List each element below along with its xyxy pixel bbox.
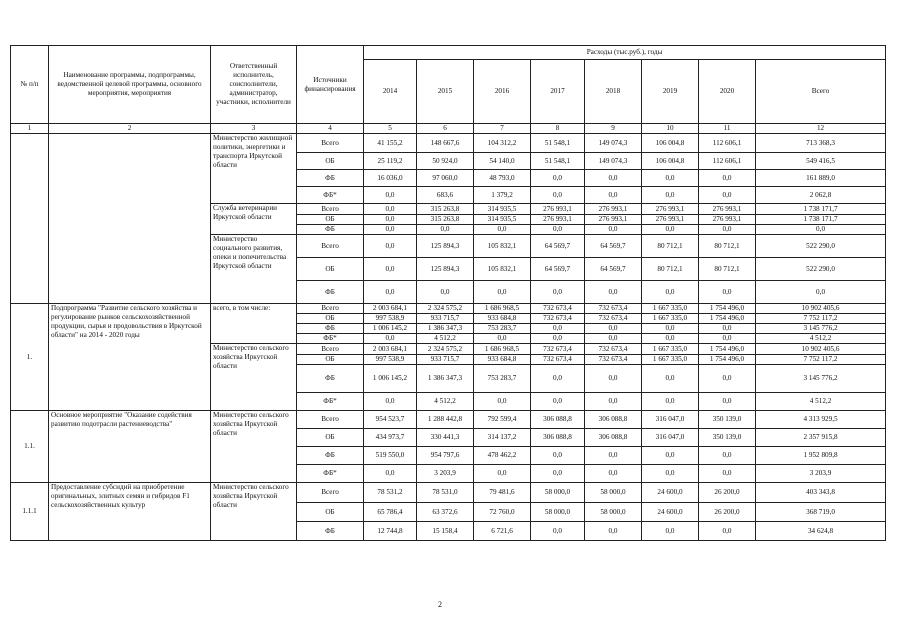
amount-cell: 732 673,4 (531, 304, 585, 314)
header-year: 2019 (642, 60, 699, 124)
amount-cell: 0,0 (364, 215, 417, 225)
amount-cell: 316 047,0 (642, 411, 699, 429)
responsible-executor: Министерство жилищной политики, энергетики и транспорта Иркутской области (211, 134, 297, 204)
amount-cell: 1 667 335,0 (642, 355, 699, 365)
amount-cell: 276 993,1 (642, 204, 699, 215)
amount-cell: 1 006 145,2 (364, 365, 417, 393)
column-number: 5 (364, 124, 417, 134)
amount-cell: 1 667 335,0 (642, 304, 699, 314)
amount-cell: 732 673,4 (531, 314, 585, 324)
table-row (11, 483, 886, 503)
header-year: 2016 (474, 60, 531, 124)
amount-cell: 434 973,7 (364, 429, 417, 447)
amount-cell: 478 462,2 (474, 447, 531, 465)
amount-cell: 26 200,0 (699, 503, 756, 522)
column-number: 8 (531, 124, 585, 134)
funding-source: Всего (297, 344, 364, 355)
amount-cell: 15 158,4 (417, 522, 474, 541)
funding-source: ОБ (297, 503, 364, 522)
column-number: 12 (756, 124, 886, 134)
amount-cell: 1 754 496,0 (699, 304, 756, 314)
budget-table (10, 45, 886, 541)
responsible-executor: Министерство сельского хозяйства Иркутской области (211, 411, 297, 483)
total-cell: 4 512,2 (756, 393, 886, 411)
amount-cell: 0,0 (364, 258, 417, 281)
total-cell: 368 719,0 (756, 503, 886, 522)
column-number: 3 (211, 124, 297, 134)
amount-cell: 78 531,0 (417, 483, 474, 503)
amount-cell: 6 721,6 (474, 522, 531, 541)
amount-cell: 1 686 968,5 (474, 344, 531, 355)
amount-cell: 0,0 (699, 522, 756, 541)
amount-cell: 0,0 (474, 334, 531, 344)
amount-cell: 106 004,8 (642, 134, 699, 153)
row-number (11, 134, 49, 304)
amount-cell: 24 600,0 (642, 503, 699, 522)
funding-source: ФБ* (297, 393, 364, 411)
amount-cell: 0,0 (642, 324, 699, 334)
amount-cell: 79 481,6 (474, 483, 531, 503)
funding-source: ФБ* (297, 187, 364, 204)
amount-cell: 50 924,0 (417, 153, 474, 170)
amount-cell: 0,0 (364, 225, 417, 235)
total-cell: 4 313 929,5 (756, 411, 886, 429)
amount-cell: 0,0 (699, 365, 756, 393)
amount-cell: 933 715,7 (417, 355, 474, 365)
amount-cell: 0,0 (364, 334, 417, 344)
amount-cell: 2 003 684,1 (364, 344, 417, 355)
funding-source: Всего (297, 204, 364, 215)
amount-cell: 0,0 (585, 447, 642, 465)
amount-cell: 0,0 (531, 187, 585, 204)
amount-cell: 41 155,2 (364, 134, 417, 153)
amount-cell: 0,0 (699, 334, 756, 344)
column-number: 11 (699, 124, 756, 134)
amount-cell: 48 793,0 (474, 170, 531, 187)
amount-cell: 106 004,8 (642, 153, 699, 170)
amount-cell: 0,0 (642, 187, 699, 204)
page-number: 2 (438, 600, 442, 609)
amount-cell: 125 894,3 (417, 258, 474, 281)
amount-cell: 276 993,1 (531, 215, 585, 225)
amount-cell: 1 006 145,2 (364, 324, 417, 334)
program-name: Предоставление субсидий на приобретение оригинальных, элитных семян и гибридов F1 сельскохозяйственных культур (49, 483, 211, 541)
amount-cell: 0,0 (585, 393, 642, 411)
total-cell: 10 902 405,6 (756, 304, 886, 314)
amount-cell: 0,0 (699, 187, 756, 204)
amount-cell: 276 993,1 (642, 215, 699, 225)
amount-cell: 0,0 (642, 365, 699, 393)
funding-source: ОБ (297, 314, 364, 324)
amount-cell: 0,0 (699, 281, 756, 304)
funding-source: ФБ (297, 324, 364, 334)
amount-cell: 0,0 (417, 281, 474, 304)
header-num: № п/п (11, 46, 49, 124)
amount-cell: 58 000,0 (531, 503, 585, 522)
funding-source: ФБ (297, 170, 364, 187)
amount-cell: 125 894,3 (417, 235, 474, 258)
amount-cell: 0,0 (585, 465, 642, 483)
amount-cell: 1 754 496,0 (699, 314, 756, 324)
amount-cell: 0,0 (699, 225, 756, 235)
amount-cell: 276 993,1 (699, 215, 756, 225)
amount-cell: 54 140,0 (474, 153, 531, 170)
amount-cell: 732 673,4 (585, 355, 642, 365)
funding-source: ФБ (297, 447, 364, 465)
amount-cell: 0,0 (699, 465, 756, 483)
header-responsible: Ответственный исполнитель, соисполнители, администратор, участники, исполнители (211, 46, 297, 124)
column-number: 4 (297, 124, 364, 134)
amount-cell: 0,0 (531, 334, 585, 344)
amount-cell: 0,0 (474, 393, 531, 411)
amount-cell: 0,0 (364, 235, 417, 258)
amount-cell: 148 667,6 (417, 134, 474, 153)
total-cell: 7 752 117,2 (756, 314, 886, 324)
amount-cell: 80 712,1 (699, 235, 756, 258)
amount-cell: 0,0 (585, 170, 642, 187)
amount-cell: 0,0 (531, 393, 585, 411)
amount-cell: 0,0 (585, 281, 642, 304)
amount-cell: 314 935,5 (474, 204, 531, 215)
total-cell: 1 738 171,7 (756, 215, 886, 225)
amount-cell: 80 712,1 (642, 258, 699, 281)
amount-cell: 80 712,1 (699, 258, 756, 281)
amount-cell: 0,0 (585, 522, 642, 541)
amount-cell: 2 324 575,2 (417, 304, 474, 314)
amount-cell: 2 324 575,2 (417, 344, 474, 355)
funding-source: ОБ (297, 153, 364, 170)
amount-cell: 306 088,8 (531, 429, 585, 447)
funding-source: Всего (297, 411, 364, 429)
responsible-executor: Министерство социального развития, опеки и попечительства Иркутской области (211, 235, 297, 304)
amount-cell: 350 139,0 (699, 429, 756, 447)
funding-source: ФБ* (297, 465, 364, 483)
amount-cell: 104 312,2 (474, 134, 531, 153)
amount-cell: 732 673,4 (585, 344, 642, 355)
total-cell: 4 512,2 (756, 334, 886, 344)
amount-cell: 0,0 (699, 393, 756, 411)
amount-cell: 0,0 (642, 170, 699, 187)
amount-cell: 4 512,2 (417, 334, 474, 344)
amount-cell: 105 832,1 (474, 258, 531, 281)
header-total: Всего (756, 60, 886, 124)
amount-cell: 330 441,3 (417, 429, 474, 447)
funding-source: ФБ (297, 522, 364, 541)
amount-cell: 0,0 (531, 522, 585, 541)
table-body (11, 46, 886, 541)
amount-cell: 64 569,7 (585, 258, 642, 281)
header-source: Источники финансирования (297, 46, 364, 124)
header-year: 2015 (417, 60, 474, 124)
row-number: 1.1. (11, 411, 49, 483)
amount-cell: 105 832,1 (474, 235, 531, 258)
amount-cell: 1 667 335,0 (642, 344, 699, 355)
amount-cell: 0,0 (642, 447, 699, 465)
total-cell: 549 416,5 (756, 153, 886, 170)
total-cell: 3 145 776,2 (756, 324, 886, 334)
total-cell: 3 203,9 (756, 465, 886, 483)
header-name: Наименование программы, подпрограммы, ведомственной целевой программы, основного мероприятия, мероприятия (49, 46, 211, 124)
amount-cell: 0,0 (585, 187, 642, 204)
amount-cell: 0,0 (585, 365, 642, 393)
funding-source: Всего (297, 483, 364, 503)
amount-cell: 276 993,1 (531, 204, 585, 215)
amount-cell: 0,0 (699, 170, 756, 187)
amount-cell: 276 993,1 (699, 204, 756, 215)
amount-cell: 753 283,7 (474, 324, 531, 334)
table-row (11, 304, 886, 314)
funding-source: ОБ (297, 215, 364, 225)
amount-cell: 1 754 496,0 (699, 344, 756, 355)
amount-cell: 933 715,7 (417, 314, 474, 324)
table-row (11, 134, 886, 153)
amount-cell: 1 386 347,3 (417, 324, 474, 334)
responsible-executor: всего, в том числе: (211, 304, 297, 344)
amount-cell: 72 760,0 (474, 503, 531, 522)
amount-cell: 112 606,1 (699, 134, 756, 153)
amount-cell: 64 569,7 (531, 235, 585, 258)
funding-source: Всего (297, 235, 364, 258)
amount-cell: 0,0 (417, 225, 474, 235)
amount-cell: 149 074,3 (585, 153, 642, 170)
amount-cell: 0,0 (585, 334, 642, 344)
amount-cell: 732 673,4 (585, 304, 642, 314)
responsible-executor: Министерство сельского хозяйства Иркутской области (211, 483, 297, 541)
amount-cell: 519 550,0 (364, 447, 417, 465)
amount-cell: 0,0 (531, 447, 585, 465)
total-cell: 2 357 915,8 (756, 429, 886, 447)
amount-cell: 1 667 335,0 (642, 314, 699, 324)
amount-cell: 0,0 (642, 465, 699, 483)
amount-cell: 315 263,8 (417, 215, 474, 225)
total-cell: 7 752 117,2 (756, 355, 886, 365)
program-name (49, 134, 211, 304)
amount-cell: 933 684,8 (474, 314, 531, 324)
header-year: 2018 (585, 60, 642, 124)
amount-cell: 4 512,2 (417, 393, 474, 411)
amount-cell: 0,0 (364, 465, 417, 483)
amount-cell: 732 673,4 (585, 314, 642, 324)
amount-cell: 58 000,0 (585, 483, 642, 503)
total-cell: 522 290,0 (756, 258, 886, 281)
amount-cell: 0,0 (531, 465, 585, 483)
amount-cell: 1 686 968,5 (474, 304, 531, 314)
table-row (11, 411, 886, 429)
amount-cell: 683,6 (417, 187, 474, 204)
column-number: 10 (642, 124, 699, 134)
funding-source: ОБ (297, 258, 364, 281)
row-number: 1. (11, 304, 49, 411)
header-expenses: Расходы (тыс.руб.), годы (364, 46, 886, 60)
total-cell: 0,0 (756, 281, 886, 304)
responsible-executor: Министерство сельского хозяйства Иркутской области (211, 344, 297, 411)
column-number: 6 (417, 124, 474, 134)
total-cell: 161 889,0 (756, 170, 886, 187)
amount-cell: 954 797,6 (417, 447, 474, 465)
funding-source: ОБ (297, 429, 364, 447)
funding-source: ФБ (297, 225, 364, 235)
funding-source: ФБ (297, 281, 364, 304)
amount-cell: 0,0 (642, 334, 699, 344)
total-cell: 10 902 405,6 (756, 344, 886, 355)
row-number: 1.1.1 (11, 483, 49, 541)
amount-cell: 0,0 (364, 187, 417, 204)
amount-cell: 64 569,7 (585, 235, 642, 258)
amount-cell: 0,0 (585, 225, 642, 235)
amount-cell: 753 283,7 (474, 365, 531, 393)
amount-cell: 306 088,8 (585, 411, 642, 429)
amount-cell: 732 673,4 (531, 344, 585, 355)
column-number: 9 (585, 124, 642, 134)
amount-cell: 0,0 (642, 522, 699, 541)
amount-cell: 0,0 (531, 324, 585, 334)
responsible-executor: Служба ветеринарии Иркутской области (211, 204, 297, 235)
amount-cell: 80 712,1 (642, 235, 699, 258)
amount-cell: 1 754 496,0 (699, 355, 756, 365)
amount-cell: 316 047,0 (642, 429, 699, 447)
amount-cell: 58 000,0 (531, 483, 585, 503)
amount-cell: 1 379,2 (474, 187, 531, 204)
total-cell: 1 952 809,8 (756, 447, 886, 465)
funding-source: Всего (297, 134, 364, 153)
amount-cell: 0,0 (364, 393, 417, 411)
amount-cell: 78 531,2 (364, 483, 417, 503)
amount-cell: 65 786,4 (364, 503, 417, 522)
amount-cell: 149 074,3 (585, 134, 642, 153)
amount-cell: 0,0 (531, 281, 585, 304)
program-name: Подпрограмма "Развитие сельского хозяйства и регулирование рынков сельскохозяйственной продукции, сырья и продовольствия в Иркутской области" на 2014 - 2020 годы (49, 304, 211, 411)
amount-cell: 0,0 (474, 281, 531, 304)
amount-cell: 306 088,8 (585, 429, 642, 447)
amount-cell: 0,0 (585, 324, 642, 334)
total-cell: 403 343,8 (756, 483, 886, 503)
amount-cell: 97 060,0 (417, 170, 474, 187)
amount-cell: 16 036,0 (364, 170, 417, 187)
amount-cell: 0,0 (531, 365, 585, 393)
amount-cell: 0,0 (364, 281, 417, 304)
column-number: 1 (11, 124, 49, 134)
amount-cell: 315 263,8 (417, 204, 474, 215)
amount-cell: 954 523,7 (364, 411, 417, 429)
column-number: 7 (474, 124, 531, 134)
total-cell: 0,0 (756, 225, 886, 235)
amount-cell: 933 684,8 (474, 355, 531, 365)
total-cell: 713 368,3 (756, 134, 886, 153)
amount-cell: 997 538,9 (364, 314, 417, 324)
amount-cell: 0,0 (531, 170, 585, 187)
amount-cell: 0,0 (642, 225, 699, 235)
amount-cell: 0,0 (642, 281, 699, 304)
amount-cell: 0,0 (642, 393, 699, 411)
column-number: 2 (49, 124, 211, 134)
amount-cell: 51 548,1 (531, 134, 585, 153)
amount-cell: 306 088,8 (531, 411, 585, 429)
amount-cell: 1 288 442,8 (417, 411, 474, 429)
amount-cell: 112 606,1 (699, 153, 756, 170)
amount-cell: 314 935,5 (474, 215, 531, 225)
amount-cell: 58 000,0 (585, 503, 642, 522)
amount-cell: 276 993,1 (585, 215, 642, 225)
total-cell: 34 624,8 (756, 522, 886, 541)
header-year: 2014 (364, 60, 417, 124)
amount-cell: 25 119,2 (364, 153, 417, 170)
amount-cell: 26 200,0 (699, 483, 756, 503)
amount-cell: 12 744,8 (364, 522, 417, 541)
amount-cell: 732 673,4 (531, 355, 585, 365)
amount-cell: 314 137,2 (474, 429, 531, 447)
amount-cell: 24 600,0 (642, 483, 699, 503)
amount-cell: 0,0 (699, 447, 756, 465)
amount-cell: 0,0 (531, 225, 585, 235)
header-year: 2020 (699, 60, 756, 124)
amount-cell: 3 203,9 (417, 465, 474, 483)
header-year: 2017 (531, 60, 585, 124)
funding-source: ФБ (297, 365, 364, 393)
amount-cell: 63 372,6 (417, 503, 474, 522)
amount-cell: 997 538,9 (364, 355, 417, 365)
total-cell: 3 145 776,2 (756, 365, 886, 393)
amount-cell: 0,0 (474, 465, 531, 483)
program-name: Основное мероприятие "Оказание содействия развитию подотрасли растениеводства" (49, 411, 211, 483)
amount-cell: 350 139,0 (699, 411, 756, 429)
total-cell: 1 738 171,7 (756, 204, 886, 215)
amount-cell: 0,0 (474, 225, 531, 235)
amount-cell: 0,0 (364, 204, 417, 215)
amount-cell: 2 003 684,1 (364, 304, 417, 314)
total-cell: 522 290,0 (756, 235, 886, 258)
amount-cell: 0,0 (699, 324, 756, 334)
amount-cell: 1 386 347,3 (417, 365, 474, 393)
funding-source: Всего (297, 304, 364, 314)
amount-cell: 64 569,7 (531, 258, 585, 281)
amount-cell: 51 548,1 (531, 153, 585, 170)
amount-cell: 792 599,4 (474, 411, 531, 429)
amount-cell: 276 993,1 (585, 204, 642, 215)
funding-source: ОБ (297, 355, 364, 365)
funding-source: ФБ* (297, 334, 364, 344)
total-cell: 2 062,8 (756, 187, 886, 204)
